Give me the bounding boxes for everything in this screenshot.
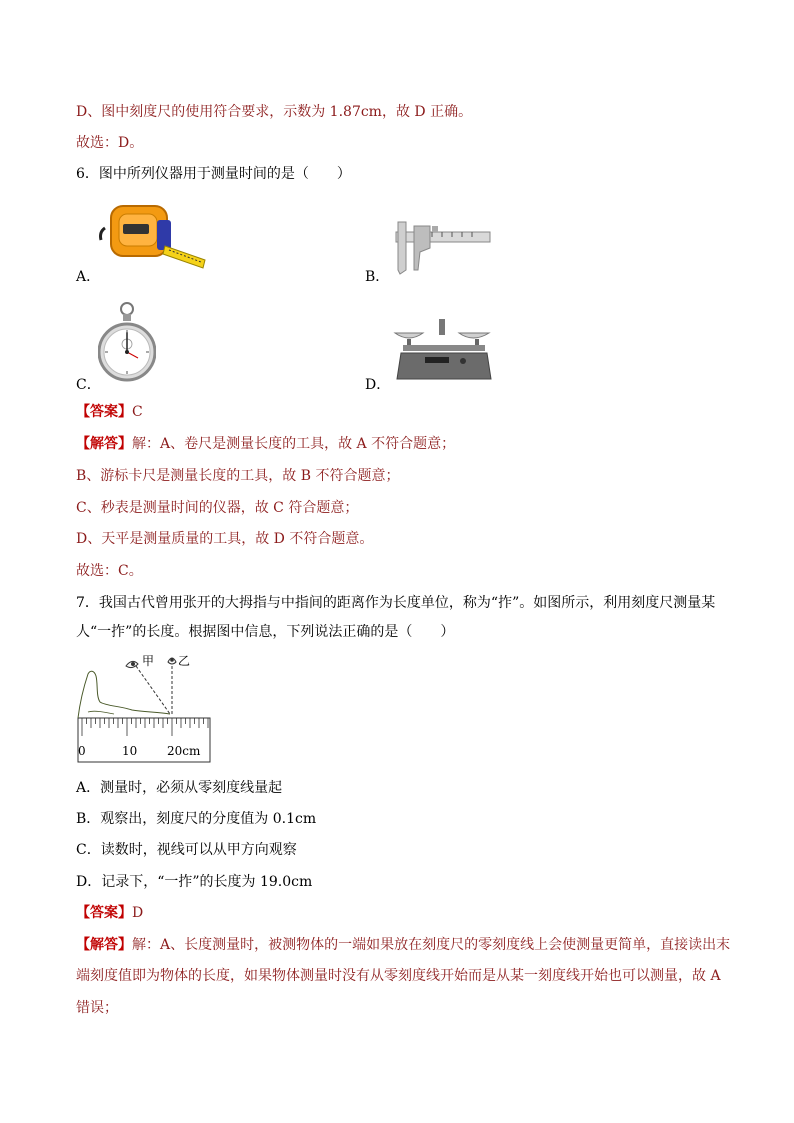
q7-answer <box>76 903 143 923</box>
q7-option-b: B．观察出，刻度尺的分度值为 0.1cm <box>76 811 317 827</box>
q7-solution-line-1 <box>76 935 730 955</box>
q6-option-c-label: C． <box>76 377 101 393</box>
q6-answer <box>76 402 143 422</box>
solution-text: 解：A、卷尺是测量长度的工具，故 A 不符合题意； <box>132 436 456 452</box>
q7-question-line-1: 7．我国古代曾用张开的大拇指与中指间的距离作为长度单位，称为“拃”。如图所示，利用刻度尺测量某 <box>76 595 716 611</box>
answer-tag: 【答案】 <box>76 905 132 921</box>
q7-solution-line-2: 端刻度值即为物体的长度，如果物体测量时没有从零刻度线开始而是从某一刻度线开始也可以测量，故 A <box>76 968 721 984</box>
q7-question-line-2: 人“一拃”的长度。根据图中信息，下列说法正确的是（ ） <box>76 624 455 640</box>
q6-question: 6．图中所列仪器用于测量时间的是（ ） <box>76 166 351 182</box>
answer-tag: 【答案】 <box>76 404 132 420</box>
q5-option-d-explanation: D、图中刻度尺的使用符合要求，示数为 1.87cm，故 D 正确。 <box>76 104 473 120</box>
vernier-caliper-icon <box>392 218 492 276</box>
q7-option-d: D．记录下，“一拃”的长度为 19.0cm <box>76 874 313 890</box>
q7-solution-line-3: 错误； <box>76 1000 118 1016</box>
ruler-tick-0: 0 <box>78 744 86 758</box>
answer-value: C <box>132 404 143 420</box>
q7-option-c: C．读数时，视线可以从甲方向观察 <box>76 842 297 858</box>
stopwatch-icon <box>98 300 156 386</box>
q6-solution-line-3: C、秒表是测量时间的仪器，故 C 符合题意； <box>76 500 359 516</box>
q6-solution-line-4: D、天平是测量质量的工具，故 D 不符合题意。 <box>76 531 374 547</box>
q7-option-a: A．测量时，必须从零刻度线量起 <box>76 780 283 796</box>
label-jia: 甲 <box>142 654 155 668</box>
answer-value: D <box>132 905 144 921</box>
q6-solution-line-2: B、游标卡尺是测量长度的工具，故 B 不符合题意； <box>76 468 400 484</box>
q6-solution-line-1 <box>76 434 455 454</box>
solution-tag: 【解答】 <box>76 937 132 953</box>
tape-measure-icon <box>97 200 209 272</box>
q6-option-a-label: A． <box>76 269 101 285</box>
balance-scale-icon <box>393 315 495 383</box>
label-yi: 乙 <box>178 654 191 668</box>
solution-text: 解：A、长度测量时，被测物体的一端如果放在刻度尺的零刻度线上会使测量更简单，直接读出末 <box>132 937 731 953</box>
q6-option-b-label: B． <box>365 269 390 285</box>
q5-choice: 故选：D。 <box>76 135 144 151</box>
q6-option-d-label: D． <box>365 377 391 393</box>
ruler-tick-10: 10 <box>122 744 138 758</box>
q6-solution-line-5: 故选：C。 <box>76 563 143 579</box>
ruler-tick-20: 20cm <box>167 744 201 758</box>
solution-tag: 【解答】 <box>76 436 132 452</box>
